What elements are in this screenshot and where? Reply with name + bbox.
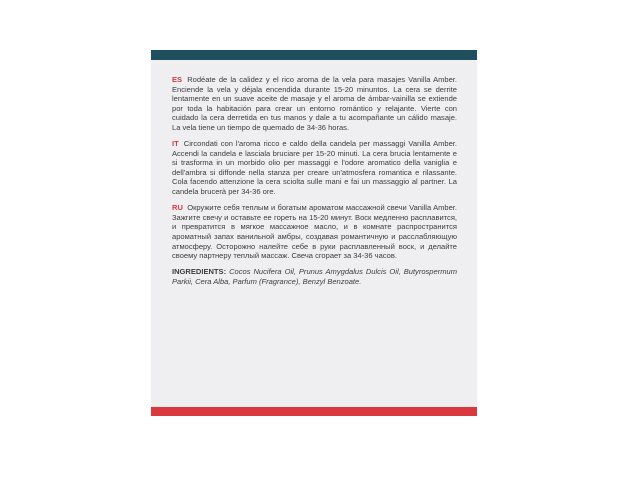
section-ru-text: Окружите себя теплым и богатым ароматом массажной свечи Vanilla Amber. Зажгите свечу и оставьте ее гореть на 15-20 минут. Воск медленно расплавится, и превратится в мягкое массажное масло, и в комнате распространится ароматный запах ванильной амбры, создавая романтичную и расслабляющую атмосферу. Осторожно налейте себе в руки расплавленный воск, и делайте своему партнеру теплый массаж. Свеча сгорает за 34-36 часов. xyxy=(172,203,457,261)
lang-code-it: IT xyxy=(172,139,179,149)
section-es xyxy=(172,75,457,133)
top-color-stripe xyxy=(151,50,477,60)
label-text-block xyxy=(172,75,457,293)
ingredients-heading: INGREDIENTS: xyxy=(172,267,227,277)
section-ru xyxy=(172,203,457,261)
ingredients-text: Cocos Nucifera Oil, Prunus Amygdalus Dulcis Oil, Butyrospermum Parkii, Cera Alba, Parfum (Fragrance), Benzyl Benzoate. xyxy=(172,267,457,286)
bottom-color-stripe xyxy=(151,407,477,416)
section-it-text: Circondati con l'aroma ricco e caldo della candela per massaggi Vanilla Amber. Accendi la candela e lasciala bruciare per 15-20 minuti. La cera brucia lentamente e si trasforma in un morbido olio per massaggi e l'odore aromatico della vaniglia e dell'ambra si diffonde nella stanza per creare un'atmosfera romantica e rilassante. Cola facendo attenzione la cera sciolta sulle mani e fai un massaggio al partner. La candela brucerà per 34-36 ore. xyxy=(172,139,457,197)
lang-code-ru: RU xyxy=(172,203,183,213)
ingredients xyxy=(172,267,457,286)
section-es-text: Rodéate de la calidez y el rico aroma de la vela para masajes Vanilla Amber. Enciende la vela y déjala encendida durante 15-20 minuntos. La cera se derrite lentamente en un suave aceite de masaje y el aroma de ámbar-vainilla se extiende por toda la habitación para crear un entorno romántico y relajante. Vierte con cuidado la cera derretida en tus manos y dale a tu acompañante un cálido masaje. La vela tiene un tiempo de quemado de 34-36 horas. xyxy=(172,75,457,132)
product-label-card xyxy=(151,50,477,416)
section-it xyxy=(172,139,457,197)
lang-code-es: ES xyxy=(172,75,183,84)
